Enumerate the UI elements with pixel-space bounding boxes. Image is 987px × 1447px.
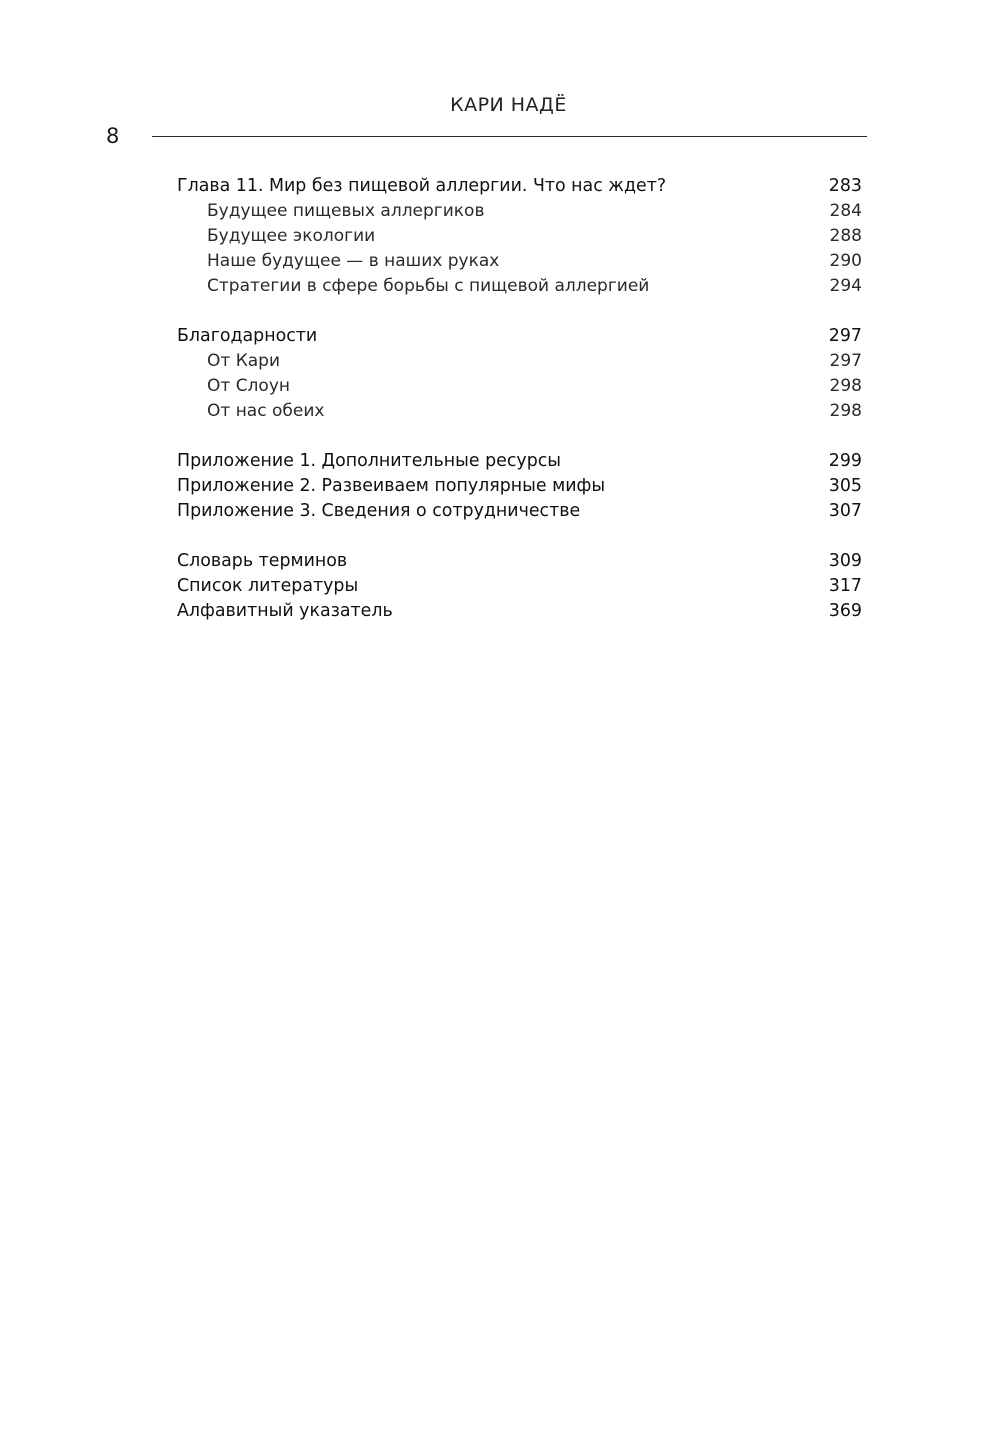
toc-group-chapter-11 [177,174,862,299]
toc-entry-page: 299 [828,451,862,471]
toc-subentry[interactable] [177,399,862,424]
toc-subentry[interactable] [177,224,862,249]
toc-entry-title: Приложение 1. Дополнительные ресурсы [177,451,562,471]
toc-entry[interactable] [177,324,862,349]
table-of-contents [177,174,862,649]
toc-entry-page: 305 [828,476,862,496]
toc-subentry[interactable] [177,274,862,299]
toc-entry-page: 298 [829,376,862,396]
toc-entry-page: 288 [829,226,862,246]
toc-group-appendices [177,449,862,524]
toc-subentry[interactable] [177,199,862,224]
toc-entry-title: От Слоун [207,376,290,396]
toc-entry[interactable] [177,474,862,499]
toc-entry-title: Список литературы [177,576,359,596]
toc-entry-page: 290 [829,251,862,271]
toc-entry[interactable] [177,599,862,624]
toc-entry[interactable] [177,174,862,199]
toc-entry-page: 309 [828,551,862,571]
toc-entry-page: 369 [828,601,862,621]
toc-entry-page: 317 [828,576,862,596]
toc-entry-page: 297 [828,326,862,346]
toc-entry-page: 297 [829,351,862,371]
toc-group-back-matter [177,549,862,624]
toc-entry-title: Благодарности [177,326,318,346]
running-title: КАРИ НАДЁ [450,94,567,116]
toc-entry-title: Наше будущее — в наших руках [207,251,500,271]
toc-entry-page: 284 [829,201,862,221]
toc-entry-title: Словарь терминов [177,551,348,571]
toc-entry-title: Алфавитный указатель [177,601,393,621]
page-number: 8 [106,124,120,148]
toc-subentry[interactable] [177,249,862,274]
toc-entry[interactable] [177,499,862,524]
toc-entry-title: Приложение 2. Развеиваем популярные мифы [177,476,606,496]
toc-entry[interactable] [177,549,862,574]
toc-entry-title: Глава 11. Мир без пищевой аллергии. Что нас ждет? [177,176,667,196]
toc-entry-title: Стратегии в сфере борьбы с пищевой аллергией [207,276,650,296]
toc-entry-page: 294 [829,276,862,296]
toc-subentry[interactable] [177,374,862,399]
toc-subentry[interactable] [177,349,862,374]
toc-entry-title: От Кари [207,351,281,371]
toc-entry-title: Будущее пищевых аллергиков [207,201,485,221]
toc-entry-page: 283 [828,176,862,196]
toc-entry-page: 307 [828,501,862,521]
toc-entry[interactable] [177,449,862,474]
toc-entry-title: От нас обеих [207,401,325,421]
toc-entry[interactable] [177,574,862,599]
toc-entry-page: 298 [829,401,862,421]
toc-entry-title: Будущее экологии [207,226,376,246]
toc-entry-title: Приложение 3. Сведения о сотрудничестве [177,501,581,521]
header-rule [152,136,867,137]
toc-group-acknowledgements [177,324,862,424]
